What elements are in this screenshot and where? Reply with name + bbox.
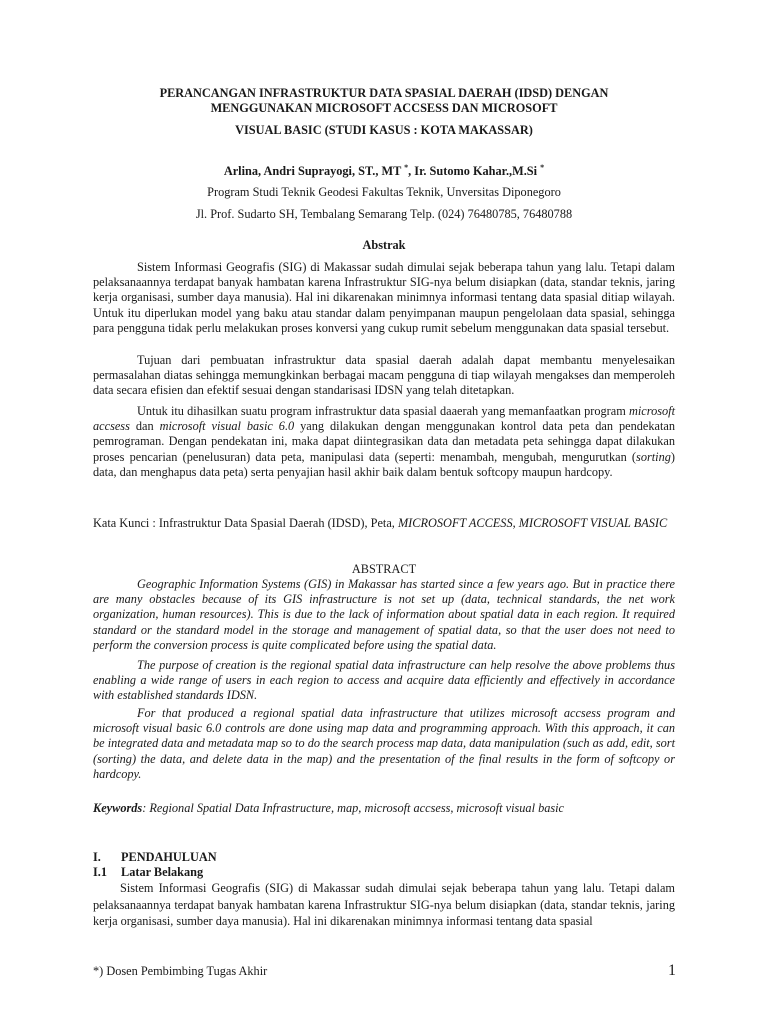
abstrak-p3-d: microsoft visual basic 6.0 — [159, 419, 295, 434]
abstrak-p3-c: dan — [129, 419, 160, 434]
abstrak-heading: Abstrak — [362, 238, 406, 252]
abstrak-p3-e: yang dilakukan dengan menggunakan kontrol data peta dan pendekatan pemrograman. Dengan pendekatan ini, maka dapat diintegrasikan data dan metadata peta sehingga dapat dilakukan proses pencarian (penelusuran) data peta, manipulasi data (seperti: menambah, mengubah, mengurutkan ( — [93, 419, 675, 464]
author-2: , Ir. Sutomo Kahar.,M.Si — [408, 164, 538, 178]
abstrak-p2-text: Tujuan dari pembuatan infrastruktur data spasial daerah adalah dapat membantu menyelesaikan permasalahan diatas sehingga memungkinkan berbagai macam pengguna di tiap wilayah mengakses dan memperoleh data secara efisien dan efektif sesuai dengan standarisasi IDSN yang telah ditetapkan. — [93, 353, 675, 398]
subsection-title: Latar Belakang — [121, 865, 204, 879]
author-1: Arlina, Andri Suprayogi, ST., MT — [223, 164, 402, 178]
page-number: 1 — [668, 962, 676, 979]
abstract-p1-text: Geographic Information Systems (GIS) in Makassar has started since a few years ago. But in practice there are many obstacles because of its GIS infrastructure is not set up (data, technical standards, the net work organization, human resources). This is due to the lack of information about spatial data in each region. It required standard or the standard model in the storage and management of spatial data, so that the user does not need to perform the conversion process is quite complicated before using the spatial data. — [93, 577, 675, 652]
abstrak-p3-g: ) data, dan menghapus data peta) serta penyajian hasil akhir baik dalam bentuk softcopy maupun hardcopy. — [93, 449, 675, 479]
section-heading — [93, 850, 217, 865]
paper-title-line-3: VISUAL BASIC (STUDI KASUS : KOTA MAKASSAR) — [235, 123, 533, 137]
abstrak-p1-text: Sistem Informasi Geografis (SIG) di Makassar sudah dimulai sejak beberapa tahun yang lalu. Tetapi dalam pelaksanaannya terdapat banyak hambatan karena Infrastruktur SIG-nya belum disiapkan (data, standar teknis, jaring kerja organisasi, sumber daya manusia). Hal ini dikarenakan minimnya informasi tentang data spasial ditiap wilayah. Untuk itu diperlukan model yang baku atau standar dalam penyimpanan maupun pengelolaan data spasial, sehingga para pengguna tidak perlu melakukan proses konversi yang cukup rumit sebelum menggunakan data spasial tersebut. — [93, 260, 675, 335]
abstract-paragraph-2 — [93, 658, 675, 704]
section-number: I. — [93, 850, 101, 864]
abstrak-p3-b: microsoft accsess — [93, 404, 675, 434]
kata-kunci — [93, 516, 675, 531]
abstrak-p3-f: sorting — [636, 449, 671, 464]
affiliation: Program Studi Teknik Geodesi Fakultas Teknik, Unversitas Diponegoro — [207, 185, 561, 199]
keywords — [93, 801, 675, 816]
abstrak-p3-a: Untuk itu dihasilkan suatu program infrastruktur data spasial daaerah yang memanfaatkan program — [137, 404, 629, 418]
abstrak-paragraph-3 — [93, 404, 675, 480]
abstract-paragraph-3 — [93, 706, 675, 782]
abstract-p3-text: For that produced a regional spatial data infrastructure that utilizes microsoft accsess program and microsoft visual basic 6.0 controls are done using map data and programming approach. With this approach, it can be integrated data and metadata map so to do the search process map data, data manipulation (such as add, edit, sort (sorting) the data, and delete data in the map) and the presentation of the final results in the form of softcopy or hardcopy. — [93, 706, 675, 781]
abstract-heading: ABSTRACT — [351, 562, 417, 576]
authors — [60, 164, 708, 179]
subsection-number: I.1 — [93, 865, 108, 879]
author-mark-2: * — [540, 162, 545, 172]
section-title: PENDAHULUAN — [121, 850, 217, 864]
kata-kunci-terms: MICROSOFT ACCESS, MICROSOFT VISUAL BASIC — [397, 516, 668, 530]
paper-title-line-2: MENGGUNAKAN MICROSOFT ACCSESS DAN MICROSOFT — [210, 101, 558, 115]
paper-title-line-1: PERANCANGAN INFRASTRUKTUR DATA SPASIAL DAERAH (IDSD) DENGAN — [159, 86, 609, 100]
abstract-paragraph-1 — [93, 577, 675, 653]
kata-kunci-label: Kata Kunci : Infrastruktur Data Spasial Daerah (IDSD), Peta, — [93, 516, 398, 530]
abstrak-paragraph-1 — [93, 260, 675, 336]
address: Jl. Prof. Sudarto SH, Tembalang Semarang Telp. (024) 76480785, 76480788 — [195, 207, 573, 221]
section-body — [93, 880, 675, 930]
footnote: *) Dosen Pembimbing Tugas Akhir — [93, 964, 268, 978]
abstrak-paragraph-2 — [93, 353, 675, 399]
subsection-heading — [93, 865, 203, 880]
keywords-text: : Regional Spatial Data Infrastructure, map, microsoft accsess, microsoft visual basic — [142, 801, 565, 815]
abstract-p2-text: The purpose of creation is the regional spatial data infrastructure can help resolve the above problems thus enabling a wide range of users in each region to access and acquire data efficiently and effectively in accordance with established standards IDSN. — [93, 658, 675, 703]
author-mark-1: * — [404, 162, 409, 172]
keywords-label: Keywords — [93, 801, 143, 815]
section-body-text: Sistem Informasi Geografis (SIG) di Makassar sudah dimulai sejak beberapa tahun yang lalu. Tetapi dalam pelaksanaannya terdapat banyak hambatan karena Infrastruktur SIG-nya belum disiapkan (data, standar teknis, jaring kerja organisasi, sumber daya manusia). Hal ini dikarenakan minimnya informasi tentang data spasial — [93, 881, 675, 928]
